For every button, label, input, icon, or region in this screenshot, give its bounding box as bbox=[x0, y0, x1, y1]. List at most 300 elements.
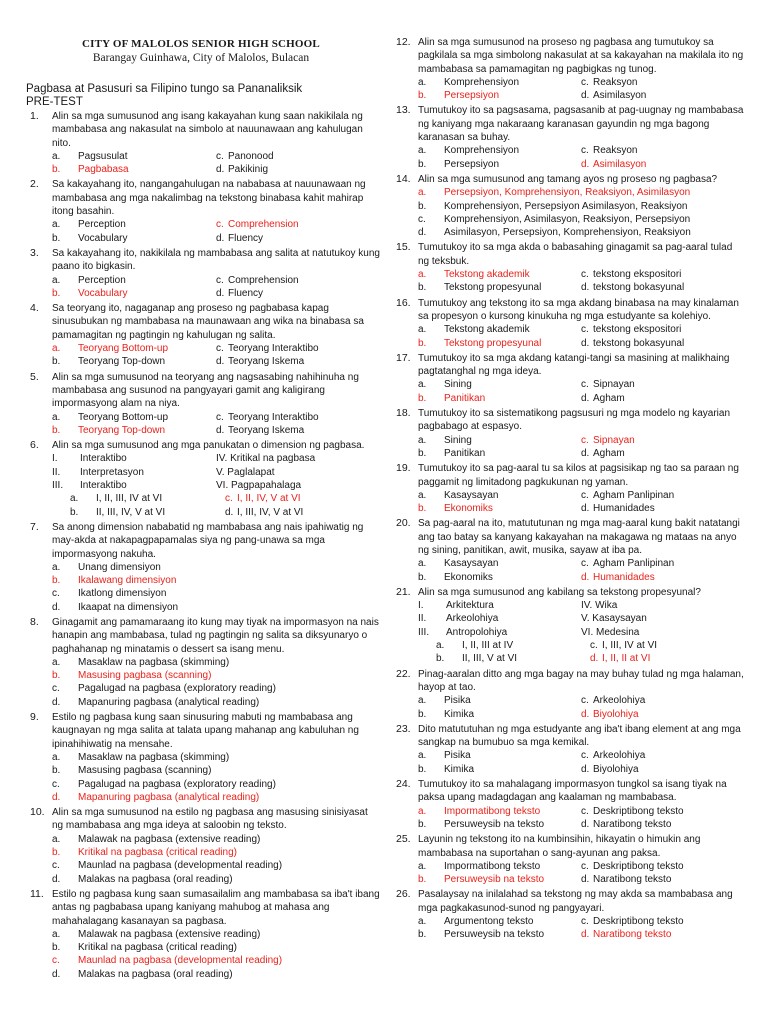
option-row bbox=[52, 232, 380, 245]
option-text: Asimilasyon bbox=[593, 158, 647, 170]
question-list-left bbox=[28, 110, 380, 981]
roman-row bbox=[52, 479, 380, 492]
question-item bbox=[394, 517, 744, 583]
answer-option[interactable] bbox=[216, 232, 380, 245]
answer-option[interactable] bbox=[418, 708, 581, 721]
option-row bbox=[418, 268, 744, 281]
question-text: Tumutukoy ito sa pagsasama, pagsasanib at pag-uugnay ng mambabasa ng kaniyang mga nakaraang karanasan gayundin ng mga bagong karanasan sa buhay. bbox=[418, 105, 744, 144]
option-text: Kimika bbox=[444, 708, 475, 720]
option-letter: c. bbox=[216, 274, 224, 286]
answer-options bbox=[418, 268, 744, 295]
option-text: Humanidades bbox=[593, 571, 655, 583]
answer-option[interactable] bbox=[581, 144, 744, 157]
answer-option[interactable] bbox=[581, 281, 744, 294]
option-text: Maunlad na pagbasa (developmental reading) bbox=[78, 955, 283, 967]
document-header bbox=[22, 38, 380, 65]
option-letter: c. bbox=[581, 434, 589, 446]
answer-option[interactable] bbox=[418, 186, 744, 199]
question-number: 15. bbox=[396, 241, 411, 254]
question-number: 2. bbox=[30, 178, 39, 191]
question-text: Alin sa mga sumusunod na proseso ng pagbasa ang tumutukoy sa pagkilala sa mga simbolong nakasulat at sa kakayahan na makilala ito ng mambabasa sa pamamagitan ng pagbigkas ng tunog. bbox=[418, 37, 744, 75]
answer-option[interactable] bbox=[52, 941, 380, 954]
answer-option[interactable] bbox=[581, 447, 744, 460]
answer-option[interactable] bbox=[418, 928, 581, 941]
answer-option[interactable] bbox=[52, 274, 216, 287]
option-letter: d. bbox=[216, 287, 225, 299]
answer-option[interactable] bbox=[418, 144, 581, 157]
answer-option[interactable] bbox=[52, 791, 380, 804]
option-row bbox=[418, 571, 744, 584]
question-number: 12. bbox=[396, 36, 411, 48]
answer-options bbox=[418, 599, 744, 665]
option-text: Panonood bbox=[228, 150, 274, 162]
option-text: Ekonomiks bbox=[444, 503, 493, 515]
answer-option[interactable] bbox=[590, 639, 744, 652]
roman-row bbox=[52, 452, 380, 465]
option-letter: d. bbox=[225, 506, 234, 518]
answer-options bbox=[418, 915, 744, 942]
answer-option[interactable] bbox=[418, 268, 581, 281]
option-letter: d. bbox=[581, 929, 590, 941]
roman-text: V. Kasaysayan bbox=[581, 613, 647, 625]
option-text: Teoryang Iskema bbox=[228, 424, 305, 436]
option-letter: b. bbox=[418, 818, 427, 830]
question-text: Sa teoryang ito, nagaganap ang proseso ng pagbabasa kapag sinusubukan ng mambabasa na maunawaan ang wika na binabasa sa pamamagitan ng pagtingin ng kahulugan ng salita. bbox=[52, 303, 364, 341]
option-letter: b. bbox=[52, 232, 61, 244]
option-text: Biyolohiya bbox=[593, 708, 639, 720]
question-number: 25. bbox=[396, 833, 411, 846]
answer-option[interactable] bbox=[52, 342, 216, 355]
answer-options bbox=[52, 561, 380, 614]
option-text: tekstong ekspositori bbox=[593, 269, 682, 281]
option-letter: b. bbox=[52, 942, 61, 954]
option-letter: b. bbox=[418, 874, 427, 886]
option-letter: c. bbox=[581, 805, 589, 817]
answer-option[interactable] bbox=[418, 873, 581, 886]
answer-options bbox=[52, 833, 380, 886]
answer-option[interactable] bbox=[418, 447, 581, 460]
option-text: Kritikal na pagbasa (critical reading) bbox=[78, 942, 237, 954]
option-row bbox=[52, 424, 380, 437]
answer-option[interactable] bbox=[52, 574, 380, 587]
answer-option[interactable] bbox=[581, 337, 744, 350]
option-letter: c. bbox=[581, 269, 589, 281]
answer-option[interactable] bbox=[70, 492, 225, 505]
roman-row bbox=[52, 466, 380, 479]
option-letter: b. bbox=[52, 356, 61, 368]
option-letter: d. bbox=[581, 874, 590, 886]
roman-cell bbox=[52, 452, 216, 465]
option-letter: d. bbox=[52, 601, 61, 613]
answer-option[interactable] bbox=[216, 163, 380, 176]
option-text: Pakikinig bbox=[228, 164, 269, 176]
question-text: Tumutukoy ito sa pag-aaral tu sa kilos at pagsisikap ng tao sa paraan ng paggamit ng limitadong pagkukunan ng yaman. bbox=[418, 463, 739, 488]
option-letter: c. bbox=[581, 76, 589, 88]
question-item bbox=[394, 723, 744, 776]
option-letter: d. bbox=[581, 818, 590, 830]
subject-title: Pagbasa at Pasusuri sa Filipino tungo sa Pananaliksik bbox=[26, 83, 303, 95]
option-row bbox=[52, 506, 380, 519]
answer-option[interactable] bbox=[418, 392, 581, 405]
answer-option[interactable] bbox=[581, 915, 744, 928]
option-text: Sipnayan bbox=[593, 379, 635, 391]
option-text: Naratibong teksto bbox=[593, 818, 672, 830]
option-row bbox=[52, 163, 380, 176]
option-text: Tekstong akademik bbox=[444, 324, 530, 336]
option-letter: c. bbox=[581, 379, 589, 391]
roman-row bbox=[418, 599, 744, 612]
option-letter: d. bbox=[52, 873, 61, 885]
option-row bbox=[418, 873, 744, 886]
answer-option[interactable] bbox=[581, 763, 744, 776]
answer-option[interactable] bbox=[52, 682, 380, 695]
right-column bbox=[394, 0, 744, 944]
option-row bbox=[418, 89, 744, 102]
roman-cell bbox=[216, 466, 380, 479]
roman-text: IV. Wika bbox=[581, 600, 618, 612]
answer-option[interactable] bbox=[581, 694, 744, 707]
answer-option[interactable] bbox=[418, 337, 581, 350]
answer-option[interactable] bbox=[70, 506, 225, 519]
answer-option[interactable] bbox=[52, 587, 380, 600]
answer-option[interactable] bbox=[52, 968, 380, 981]
option-letter: d. bbox=[581, 282, 590, 294]
option-text: tekstong bokasyunal bbox=[593, 282, 685, 294]
option-letter: d. bbox=[581, 571, 590, 583]
option-letter: b. bbox=[418, 90, 427, 102]
option-text: Pagalugad na pagbasa (exploratory reading) bbox=[78, 683, 276, 695]
answer-option[interactable] bbox=[52, 669, 380, 682]
option-text: Masusing pagbasa (scanning) bbox=[78, 670, 212, 682]
answer-option[interactable] bbox=[436, 652, 590, 665]
question-number: 4. bbox=[30, 302, 39, 315]
answer-option[interactable] bbox=[581, 268, 744, 281]
answer-option[interactable] bbox=[581, 708, 744, 721]
option-text: Sipnayan bbox=[593, 434, 635, 446]
roman-cell bbox=[418, 612, 581, 625]
question-text: Estilo ng pagbasa kung saan sinusuring mabuti ng mambabasa ang kaugnayan ng mga salita at talata upang mahanap ang kabuluhan ng ipinahihiwatig na mensahe. bbox=[52, 712, 359, 750]
option-text: Fluency bbox=[228, 287, 264, 299]
question-text: Sa pag-aaral na ito, matututunan ng mga mag-aaral kung bakit natatangi ang tao batay sa kanyang kakayahan na makagawa ng mataas na anyo ng sining, panitikan, awit, musika, sayaw at iba pa. bbox=[418, 518, 740, 556]
answer-option[interactable] bbox=[581, 76, 744, 89]
question-number: 16. bbox=[396, 296, 411, 309]
option-text: Persuweysib na teksto bbox=[444, 929, 545, 941]
answer-option[interactable] bbox=[581, 571, 744, 584]
left-column bbox=[28, 0, 380, 983]
answer-option[interactable] bbox=[418, 158, 581, 171]
option-text: I, II, II at VI bbox=[602, 653, 651, 665]
question-number: 22. bbox=[396, 667, 411, 680]
question-item bbox=[394, 462, 744, 515]
answer-option[interactable] bbox=[52, 846, 380, 859]
option-text: Persepsiyon bbox=[444, 90, 500, 102]
answer-option[interactable] bbox=[52, 873, 380, 886]
option-letter: c. bbox=[52, 955, 60, 967]
question-text: Alin sa mga sumusunod ang kabilang sa tekstong propesyunal? bbox=[418, 586, 701, 598]
question-number: 10. bbox=[30, 806, 45, 819]
option-letter: c. bbox=[225, 493, 233, 505]
option-text: Comprehension bbox=[228, 219, 299, 231]
question-number: 7. bbox=[30, 520, 39, 533]
question-item bbox=[394, 297, 744, 350]
roman-numeral: III. bbox=[418, 626, 430, 638]
option-text: Pisika bbox=[444, 750, 471, 762]
answer-option[interactable] bbox=[581, 89, 744, 102]
option-letter: c. bbox=[581, 558, 589, 570]
answer-option[interactable] bbox=[52, 411, 216, 424]
question-item bbox=[394, 241, 744, 294]
option-row bbox=[418, 502, 744, 515]
option-letter: a. bbox=[52, 219, 61, 231]
option-text: Reaksyon bbox=[593, 76, 638, 88]
option-row bbox=[418, 557, 744, 570]
answer-option[interactable] bbox=[52, 859, 380, 872]
option-text: I, III, IV at VI bbox=[602, 640, 658, 652]
answer-option[interactable] bbox=[436, 639, 590, 652]
question-number: 3. bbox=[30, 246, 39, 259]
option-text: Perception bbox=[78, 219, 126, 231]
answer-option[interactable] bbox=[216, 411, 380, 424]
answer-options bbox=[418, 378, 744, 405]
option-text: Ikalawang dimensiyon bbox=[78, 575, 177, 587]
answer-option[interactable] bbox=[418, 489, 581, 502]
answer-option[interactable] bbox=[52, 778, 380, 791]
question-number: 1. bbox=[30, 110, 39, 122]
answer-option[interactable] bbox=[418, 200, 744, 213]
answer-option[interactable] bbox=[418, 502, 581, 515]
answer-option[interactable] bbox=[52, 601, 380, 614]
answer-option[interactable] bbox=[418, 763, 581, 776]
option-letter: a. bbox=[52, 928, 61, 940]
option-text: Pagalugad na pagbasa (exploratory reading) bbox=[78, 778, 276, 790]
option-text: Asimilasyon bbox=[593, 90, 647, 102]
answer-option[interactable] bbox=[52, 656, 380, 669]
option-letter: b. bbox=[418, 571, 427, 583]
answer-option[interactable] bbox=[52, 232, 216, 245]
answer-option[interactable] bbox=[418, 213, 744, 226]
answer-options bbox=[418, 805, 744, 832]
answer-option[interactable] bbox=[418, 89, 581, 102]
answer-option[interactable] bbox=[216, 424, 380, 437]
answer-option[interactable] bbox=[52, 696, 380, 709]
answer-option[interactable] bbox=[52, 751, 380, 764]
answer-option[interactable] bbox=[590, 652, 744, 665]
roman-row bbox=[418, 612, 744, 625]
option-text: Agham Panlipinan bbox=[593, 558, 675, 570]
answer-options bbox=[52, 274, 380, 301]
answer-option[interactable] bbox=[418, 434, 581, 447]
answer-option[interactable] bbox=[418, 378, 581, 391]
option-text: Mapanuring pagbasa (analytical reading) bbox=[78, 791, 260, 803]
answer-option[interactable] bbox=[581, 489, 744, 502]
option-text: Teoryang Iskema bbox=[228, 356, 305, 368]
answer-option[interactable] bbox=[52, 928, 380, 941]
answer-option[interactable] bbox=[418, 323, 581, 336]
answer-option[interactable] bbox=[418, 915, 581, 928]
option-text: Deskriptibong teksto bbox=[593, 805, 684, 817]
answer-options bbox=[52, 928, 380, 981]
option-text: Persepsiyon bbox=[444, 158, 500, 170]
option-letter: b. bbox=[418, 929, 427, 941]
question-text: Sa kakayahang ito, nakikilala ng mambabasa ang salita at natutukoy kung paano ito bigkasin. bbox=[52, 247, 380, 273]
option-text: II, III, IV, V at VI bbox=[96, 506, 166, 518]
question-item bbox=[394, 36, 744, 102]
roman-text: IV. Kritikal na pagbasa bbox=[216, 453, 316, 465]
answer-option[interactable] bbox=[52, 355, 216, 368]
option-text: Asimilasyon, Persepsiyon, Komprehensiyon, Reaksiyon bbox=[444, 227, 691, 239]
answer-option[interactable] bbox=[216, 218, 380, 231]
question-text: Alin sa mga sumusunod ang mga panukatan o dimension ng pagbasa. bbox=[52, 440, 365, 452]
option-letter: a. bbox=[418, 76, 427, 88]
option-letter: b. bbox=[52, 575, 61, 587]
option-letter: d. bbox=[581, 447, 590, 459]
question-number: 14. bbox=[396, 172, 411, 185]
option-row bbox=[52, 287, 380, 300]
option-letter: c. bbox=[52, 778, 60, 790]
answer-option[interactable] bbox=[418, 571, 581, 584]
answer-option[interactable] bbox=[581, 805, 744, 818]
answer-option[interactable] bbox=[418, 76, 581, 89]
question-text: Alin sa mga sumusunod ang isang kakayahan kung saan nakikilala ng mambabasa ang nakasulat na simbolo at nauunawaan ang kahulugan nito. bbox=[52, 111, 363, 149]
option-text: Arkeolohiya bbox=[593, 750, 646, 762]
answer-option[interactable] bbox=[418, 226, 744, 239]
answer-option[interactable] bbox=[216, 150, 380, 163]
option-text: tekstong ekspositori bbox=[593, 324, 682, 336]
option-row bbox=[418, 708, 744, 721]
school-address: Barangay Guinhawa, City of Malolos, Bulacan bbox=[92, 52, 310, 64]
question-number: 18. bbox=[396, 407, 411, 420]
roman-text: Antropolohiya bbox=[446, 626, 508, 638]
option-letter: b. bbox=[418, 158, 427, 170]
answer-option[interactable] bbox=[216, 355, 380, 368]
option-text: Biyolohiya bbox=[593, 763, 639, 775]
option-row bbox=[418, 694, 744, 707]
option-text: Persepsiyon, Komprehensiyon, Reaksiyon, Asimilasyon bbox=[444, 187, 691, 199]
answer-option[interactable] bbox=[52, 163, 216, 176]
option-text: Teoryang Interaktibo bbox=[228, 343, 319, 355]
answer-option[interactable] bbox=[418, 818, 581, 831]
answer-options bbox=[418, 749, 744, 776]
option-row bbox=[52, 411, 380, 424]
answer-option[interactable] bbox=[581, 873, 744, 886]
roman-cell bbox=[418, 599, 581, 612]
option-letter: b. bbox=[52, 847, 61, 859]
answer-option[interactable] bbox=[52, 287, 216, 300]
option-text: Panitikan bbox=[444, 392, 486, 404]
roman-text: Interaktibo bbox=[80, 480, 127, 492]
option-letter: a. bbox=[418, 558, 427, 570]
question-text: Sa kakayahang ito, nangangahulugan na nababasa at nauunawaan ng mambabasa ang mga nakalimbag na tekstong binabasa kahit mahirap itong basahin. bbox=[52, 179, 366, 218]
answer-option[interactable] bbox=[581, 392, 744, 405]
question-item bbox=[28, 439, 380, 519]
question-item bbox=[28, 888, 380, 981]
answer-option[interactable] bbox=[52, 764, 380, 777]
option-row bbox=[52, 342, 380, 355]
option-text: Argumentong teksto bbox=[444, 916, 534, 927]
question-text: Sa anong dimension nababatid ng mambabasa ang nais ipahiwatig ng may-akda at nakapagpapamalas siya ng pang-unawa sa mga impormasyong nakuha. bbox=[52, 521, 364, 560]
answer-option[interactable] bbox=[581, 378, 744, 391]
answer-option[interactable] bbox=[581, 158, 744, 171]
option-letter: d. bbox=[590, 653, 599, 665]
option-letter: b. bbox=[52, 424, 61, 436]
answer-option[interactable] bbox=[581, 323, 744, 336]
answer-option[interactable] bbox=[581, 928, 744, 941]
answer-option[interactable] bbox=[52, 833, 380, 846]
option-row bbox=[418, 392, 744, 405]
answer-option[interactable] bbox=[225, 506, 380, 519]
option-letter: c. bbox=[418, 213, 426, 225]
answer-option[interactable] bbox=[581, 502, 744, 515]
option-row bbox=[52, 150, 380, 163]
answer-option[interactable] bbox=[52, 561, 380, 574]
option-text: Ekonomiks bbox=[444, 571, 493, 583]
answer-option[interactable] bbox=[418, 860, 581, 873]
option-text: Unang dimensiyon bbox=[78, 561, 161, 573]
answer-option[interactable] bbox=[216, 342, 380, 355]
question-text: Tumutukoy ito sa mga akda o babasahing ginagamit sa pag-aaral tulad ng teksbuk. bbox=[418, 242, 733, 267]
option-row bbox=[418, 489, 744, 502]
answer-option[interactable] bbox=[418, 557, 581, 570]
option-row bbox=[52, 274, 380, 287]
answer-option[interactable] bbox=[418, 749, 581, 762]
answer-option[interactable] bbox=[52, 150, 216, 163]
question-item bbox=[28, 302, 380, 368]
answer-option[interactable] bbox=[52, 424, 216, 437]
answer-option[interactable] bbox=[216, 274, 380, 287]
answer-option[interactable] bbox=[216, 287, 380, 300]
answer-option[interactable] bbox=[52, 218, 216, 231]
option-letter: b. bbox=[52, 164, 61, 176]
answer-option[interactable] bbox=[418, 281, 581, 294]
option-letter: c. bbox=[216, 411, 224, 423]
option-text: Komprehensiyon bbox=[444, 76, 520, 88]
answer-option[interactable] bbox=[581, 434, 744, 447]
option-text: Komprehensiyon, Asimilasyon, Reaksiyon, Persepsiyon bbox=[444, 213, 691, 225]
option-text: Ikatlong dimensiyon bbox=[78, 588, 167, 600]
option-text: Kasaysayan bbox=[444, 489, 499, 501]
option-text: Vocabulary bbox=[78, 232, 128, 244]
option-text: Teoryang Bottom-up bbox=[78, 411, 169, 423]
roman-cell bbox=[581, 612, 744, 625]
answer-option[interactable] bbox=[52, 954, 380, 967]
answer-option[interactable] bbox=[581, 818, 744, 831]
answer-option[interactable] bbox=[418, 805, 581, 818]
option-letter: a. bbox=[436, 640, 445, 652]
option-text: Masaklaw na pagbasa (skimming) bbox=[78, 656, 230, 668]
option-letter: a. bbox=[418, 324, 427, 336]
option-text: Komprehensiyon bbox=[444, 145, 520, 157]
option-letter: a. bbox=[52, 751, 61, 763]
answer-option[interactable] bbox=[581, 749, 744, 762]
option-letter: d. bbox=[581, 392, 590, 404]
answer-options bbox=[52, 150, 380, 177]
option-letter: d. bbox=[581, 158, 590, 170]
question-item bbox=[394, 352, 744, 405]
question-item bbox=[28, 616, 380, 709]
answer-options bbox=[52, 656, 380, 709]
option-text: I, II, IV, V at VI bbox=[237, 493, 301, 505]
option-text: Fluency bbox=[228, 232, 264, 244]
top-spacer bbox=[394, 0, 744, 36]
answer-option[interactable] bbox=[581, 557, 744, 570]
question-item bbox=[394, 104, 744, 170]
answer-option[interactable] bbox=[581, 860, 744, 873]
answer-option[interactable] bbox=[225, 492, 380, 505]
question-text: Tumutukoy ito sa mga akdang katangi-tangi sa masining at malikhaing pagtatanghal ng mga ideya. bbox=[418, 352, 730, 378]
option-row bbox=[418, 915, 744, 928]
option-text: II, III, V at VI bbox=[462, 653, 518, 665]
answer-option[interactable] bbox=[418, 694, 581, 707]
